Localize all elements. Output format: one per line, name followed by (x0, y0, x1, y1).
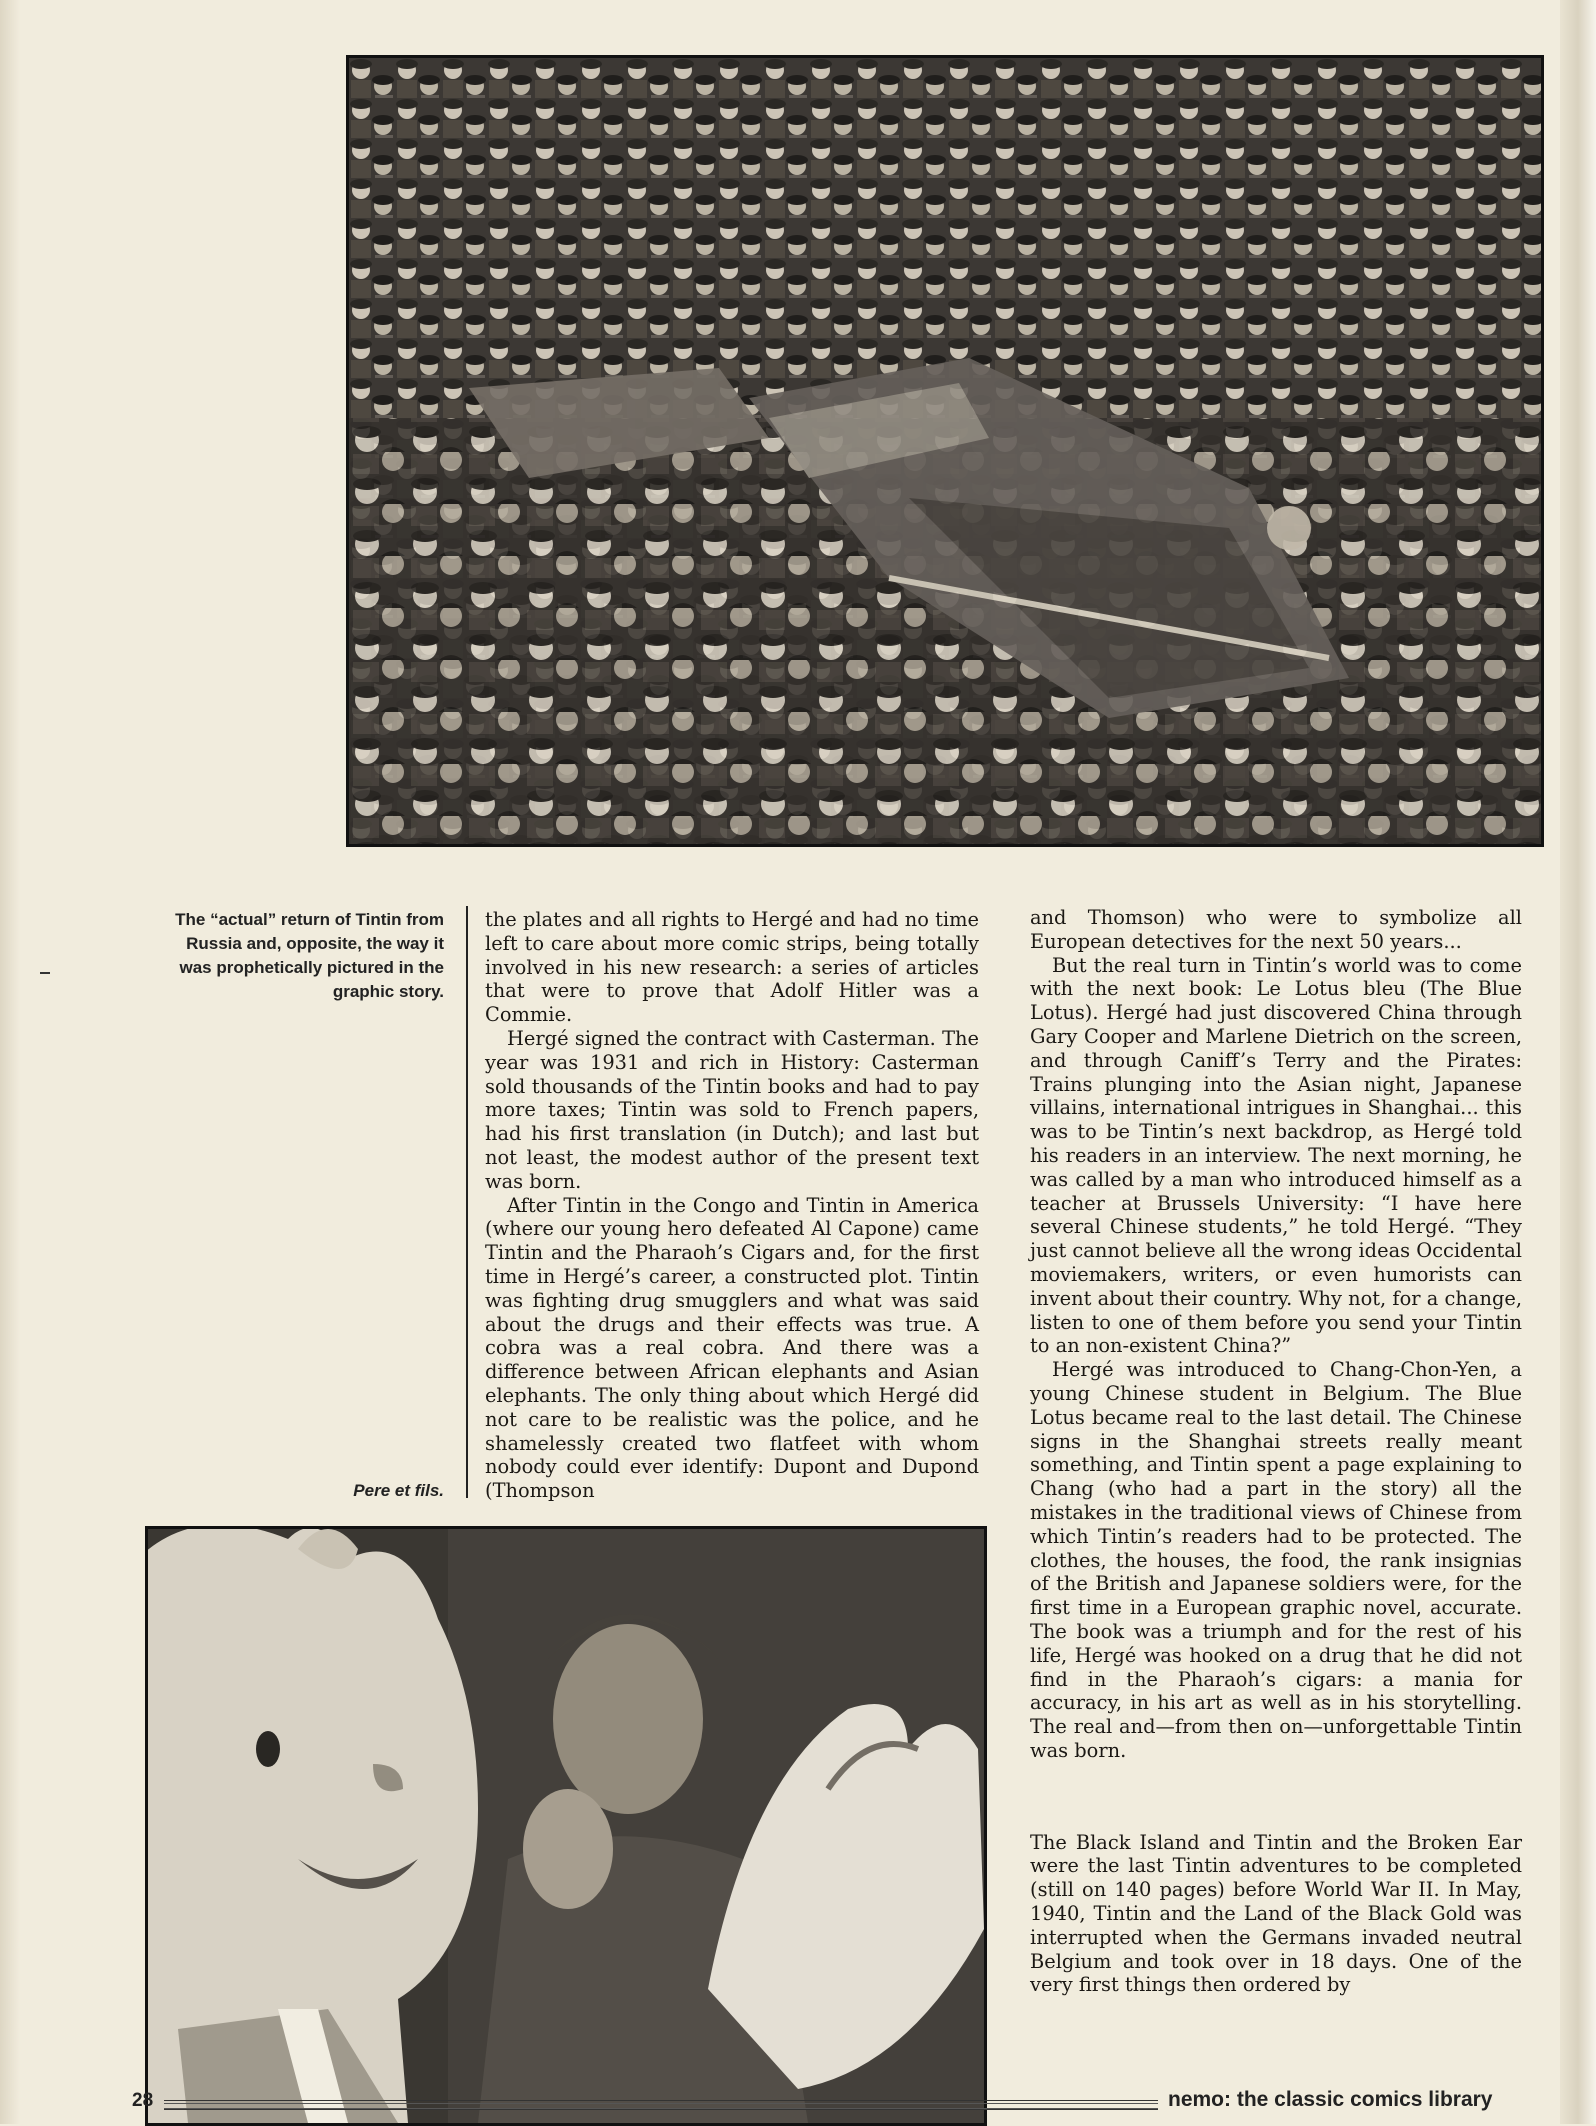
herge-photo-illustration (148, 1529, 984, 2123)
paragraph: Hergé signed the contract with Casterman. The year was 1931 and rich in History: Casterman sold thousands of the Tintin books and had to pay more taxes; Tintin was sold to French papers, had his first translation (in Dutch); and last but not least, the modest author of the present text was born. (485, 1026, 979, 1193)
paragraph: After Tintin in the Congo and Tintin in America (where our young hero defeated Al Capone) came Tintin and the Pharaoh’s Cigars and, for the first time in Hergé’s career, a constructed plot. Tintin was fighting drug smugglers and what was said about the drugs and their effects was true. A cobra was a real cobra. And there was a difference between African elephants and Asian elephants. The only thing about which Hergé did not care to be realistic was the police, and he shamelessly created two flatfeet with whom nobody could ever identify: Dupont and Dupond (Thompson (485, 1193, 979, 1503)
publication-title: nemo: the classic comics library (1168, 2088, 1493, 2111)
crowd-photo (346, 55, 1544, 847)
page-edge (1560, 0, 1596, 2124)
binding-shadow (0, 0, 20, 2124)
column-divider (466, 906, 468, 1498)
article-column-right (1030, 906, 1522, 1997)
section-paragraph: The Black Island and Tintin and the Broken Ear were the last Tintin adventures to be completed (still on 140 pages) before World War II. In May, 1940, Tintin and the Land of the Black Gold was interrupted when the Germans invaded neutral Belgium and took over in 18 days. One of the very first things then ordered by (1030, 1830, 1522, 1997)
margin-mark (40, 972, 50, 974)
page-number: 28 (132, 2090, 154, 2111)
crowd-photo-illustration (349, 58, 1541, 844)
paragraph: the plates and all rights to Hergé and had no time left to care about more comic strips, being totally involved in his new research: a series of articles that were to prove that Adolf Hitler was a Commie. (485, 908, 979, 1027)
paragraph: and Thomson) who were to symbolize all European detectives for the next 50 years... (1030, 906, 1522, 953)
herge-with-tintin-photo (145, 1526, 987, 2126)
herge-photo-caption: Pere et fils. (353, 1481, 444, 1500)
paragraph: Hergé was introduced to Chang-Chon-Yen, a young Chinese student in Belgium. The Blue Lotus became real to the last detail. The Chinese signs in the Shanghai streets really meant something, and Tintin spent a page explaining to Chang (who had a part in the story) all the mistakes in the traditional views of Chinese from which Tintin’s readers had to be protected. The clothes, the houses, the food, the rank insignias of the British and Japanese soldiers were, for the first time in a European graphic novel, accurate. The book was a triumph and for the rest of his life, Hergé was hooked on a drug that he did not find in the Pharaoh’s cigars: a mania for accuracy, in his art as well as in his storytelling. The real and—from then on—unforgettable Tintin was born. (1030, 1358, 1522, 1762)
crowd-photo-caption: The “actual” return of Tintin from Russia and, opposite, the way it was prophetically pictured in the graphic story. (175, 910, 444, 1001)
paragraph: But the real turn in Tintin’s world was to come with the next book: Le Lotus bleu (The Blue Lotus). Hergé had just discovered China through Gary Cooper and Marlene Dietrich on the screen, and through Caniff’s Terry and the Pirates: Trains plunging into the Asian night, Japanese villains, international intrigues in Shanghai... this was to be Tintin’s next backdrop, as Hergé told his readers in an interview. The next morning, he was called by a man who introduced himself as a teacher at Brussels University: “I have here several Chinese students,” he told Hergé. “They just cannot believe all the wrong ideas Occidental moviemakers, writers, or even humorists can invent about their country. Why not, for a change, listen to one of them before you send your Tintin to an non-existent China?” (1030, 953, 1522, 1358)
footer-rule (164, 2100, 1158, 2110)
article-column-middle (485, 908, 979, 1503)
